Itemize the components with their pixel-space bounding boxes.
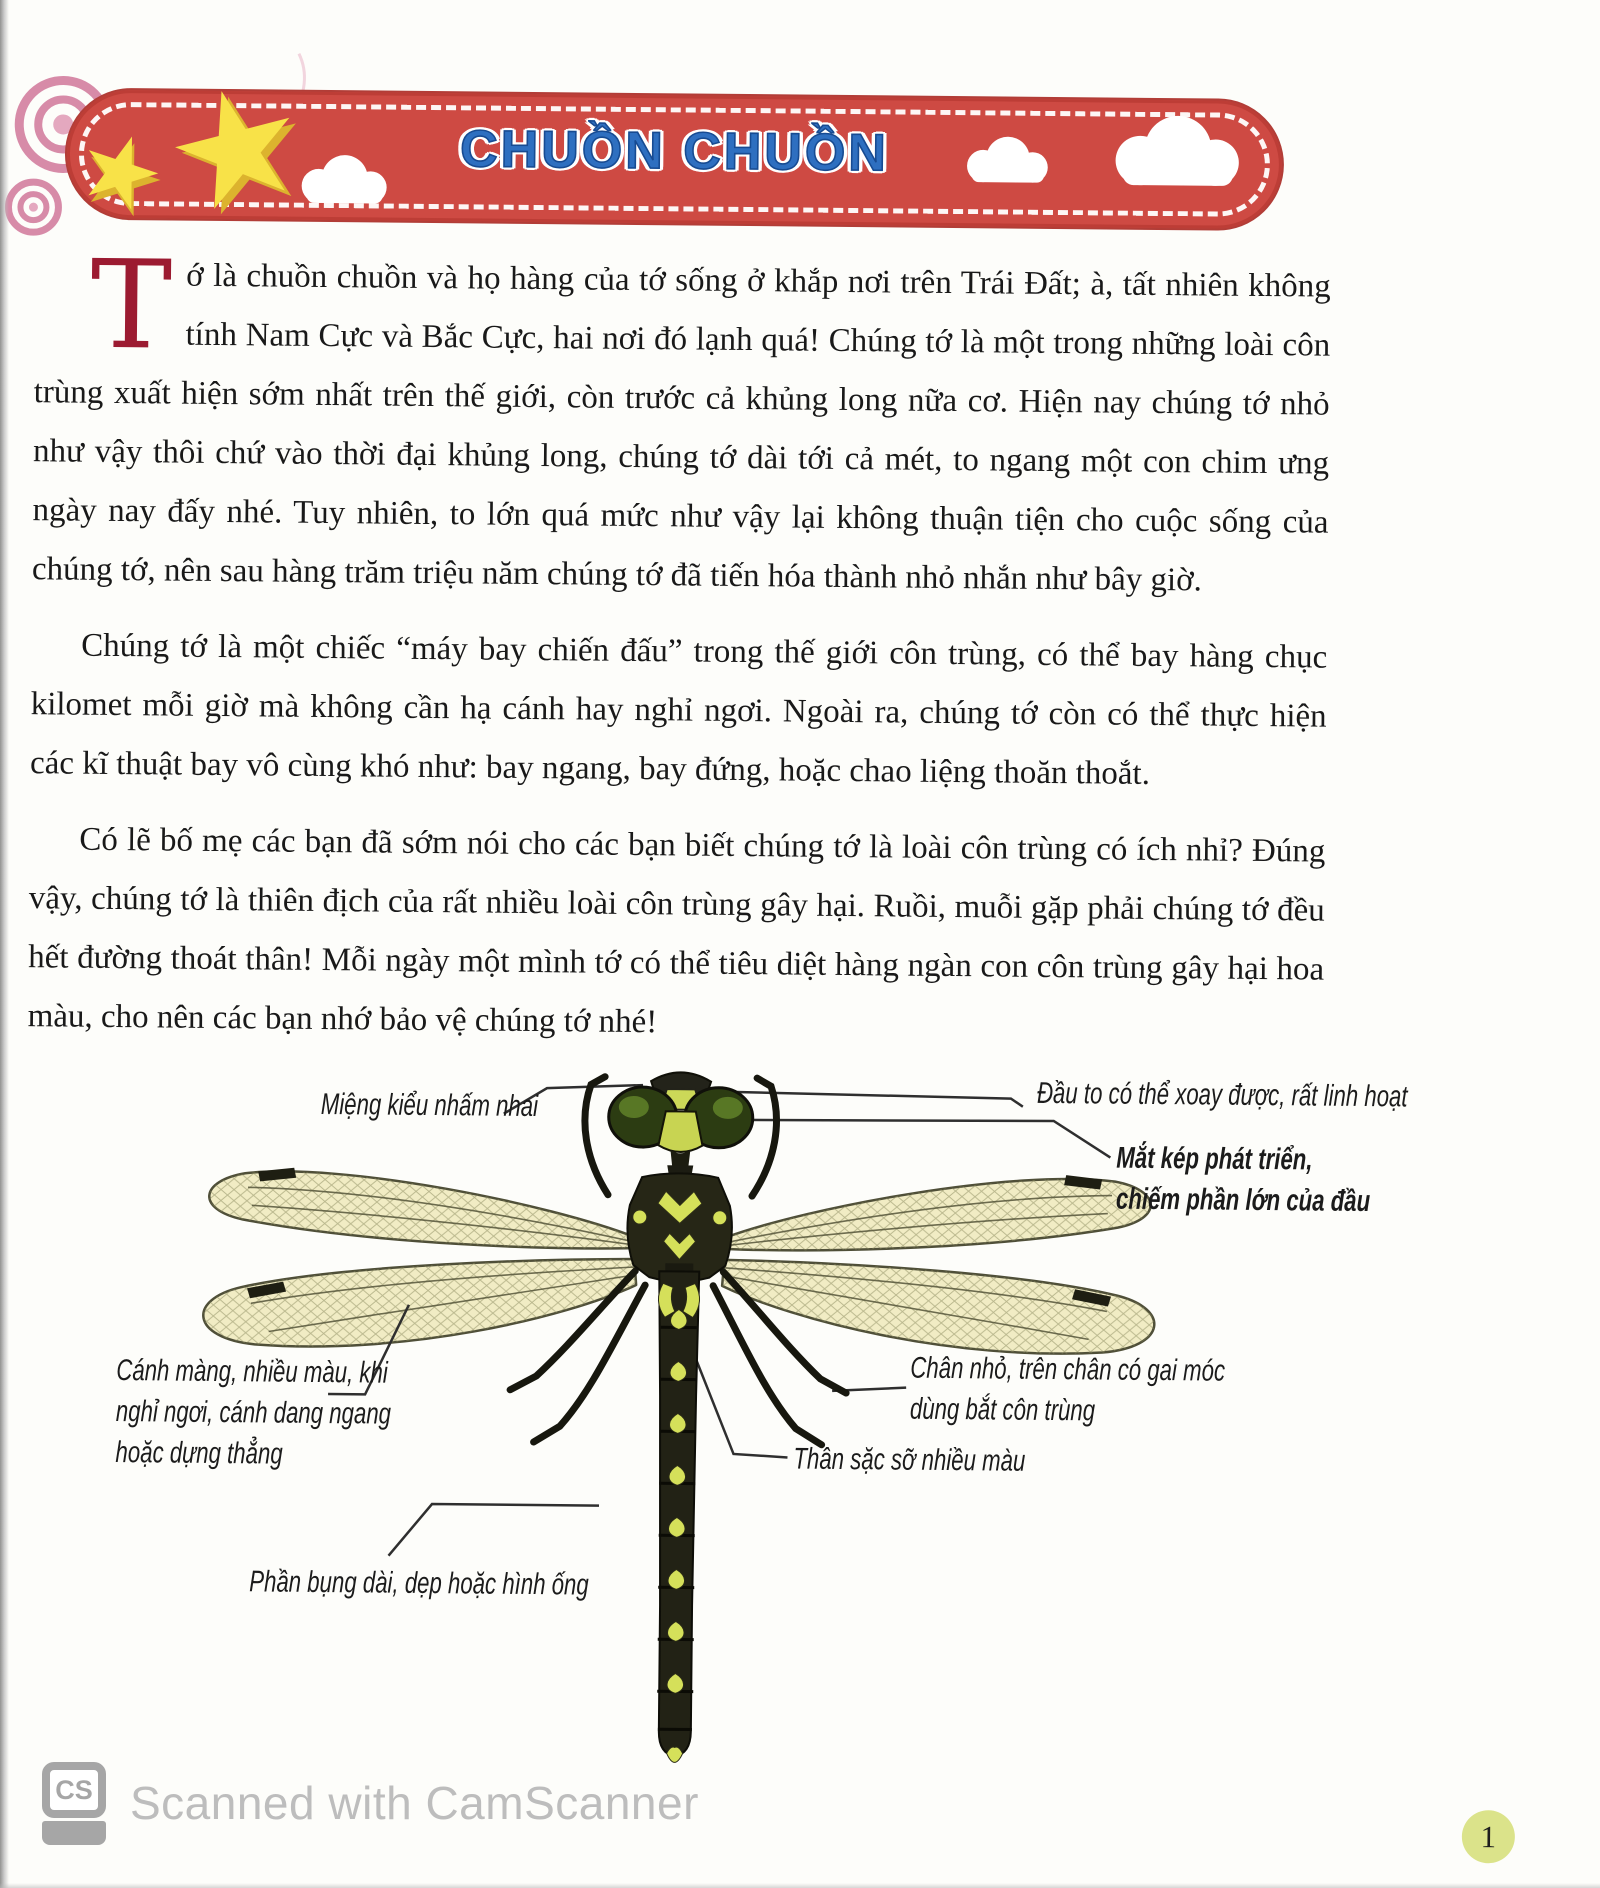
label-abdomen: Phần bụng dài, dẹp hoặc hình ống [249,1565,589,1602]
dragonfly-head [608,1072,753,1184]
label-body: Thân sặc sỡ nhiều màu [793,1442,1026,1478]
label-head: Đầu to có thể xoay được, rất linh hoạt [1036,1076,1408,1114]
scan-edge-shadow-bottom [0,1883,1600,1888]
scan-edge-shadow [0,0,9,1888]
article-text [27,233,1331,1075]
camscanner-watermark: Scanned with CamScanner [130,1777,699,1829]
abdomen-tip [667,1747,683,1763]
page-number: 1 [1480,1818,1497,1854]
camscanner-logo-base [42,1821,106,1845]
drop-cap: T [89,233,173,377]
cloud-icon-right-small [967,136,1048,182]
page-title: CHUỒN CHUỒN [459,120,890,183]
banner-decorations [0,39,1341,292]
page-number-badge [1462,1810,1516,1864]
paragraph-2: Chúng tớ là một chiếc “máy bay chiến đấu” trong thế giới côn trùng, có thể bay hàng chục kilomet mỗi giờ mà không cần hạ cánh hay nghỉ ngơi. Ngoài ra, chúng tớ còn có thể thực hiện các kĩ thuật bay vô cùng khó như: bay ngang, bay đứng, hoặc chao liệng thoăn thoắt. [29,627,1328,792]
cloud-icon-right-large [1115,115,1239,186]
camscanner-logo-icon [42,1762,106,1845]
paragraph-1 [31,233,1331,611]
label-eyes: Mắt kép phát triển, chiếm phần lớn của đầu [1115,1141,1371,1219]
label-wing: Cánh màng, nhiều màu, khi nghỉ ngơi, cánh dang ngang hoặc dựng thẳng [115,1354,392,1471]
paragraph-1-text: ớ là chuồn chuồn và họ hàng của tớ sống ở khắp nơi trên Trái Đất; à, tất nhiên không tính Nam Cực và Bắc Cực, hai nơi đó lạnh quá! Chúng tớ là một trong những loài côn trùng xuất hiện sớm nhất trên thế giới, còn trước cả khủng long nữa cơ. Hiện nay chúng tớ nhỏ như vậy thôi chứ vào thời đại khủng long, chúng tớ dài tới cả mét, to ngang một con chim ưng ngày nay đấy nhé. Tuy nhiên, to lớn quá mức như vậy lại không thuận tiện cho cuộc sống của chúng tớ, nên sau hàng trăm triệu năm chúng tớ đã tiến hóa thành nhỏ nhắn như bây giờ. [31,257,1331,599]
camscanner-logo-letters: CS [42,1762,106,1818]
label-leg: Chân nhỏ, trên chân có gai móc dùng bắt côn trùng [909,1351,1226,1428]
cloud-icon-left [302,155,387,204]
label-mouth: Miệng kiểu nhấm nhai [320,1087,539,1124]
star-icon-large [164,75,313,221]
paragraph-3: Có lẽ bố mẹ các bạn đã sớm nói cho các bạn biết chúng tớ là loài côn trùng có ích nhỉ? Đúng vậy, chúng tớ là thiên địch của rất nhiều loài côn trùng gây hại. Ruồi, muỗi gặp phải chúng tớ đều hết đường thoát thân! Mỗi ngày một mình tớ có thể tiêu diệt hàng ngàn con côn trùng gây hại hoa màu, cho nên các bạn nhớ bảo vệ chúng tớ nhé! [27,821,1326,1041]
dragonfly-abdomen [654,1263,700,1762]
star-icon-small [73,125,170,221]
